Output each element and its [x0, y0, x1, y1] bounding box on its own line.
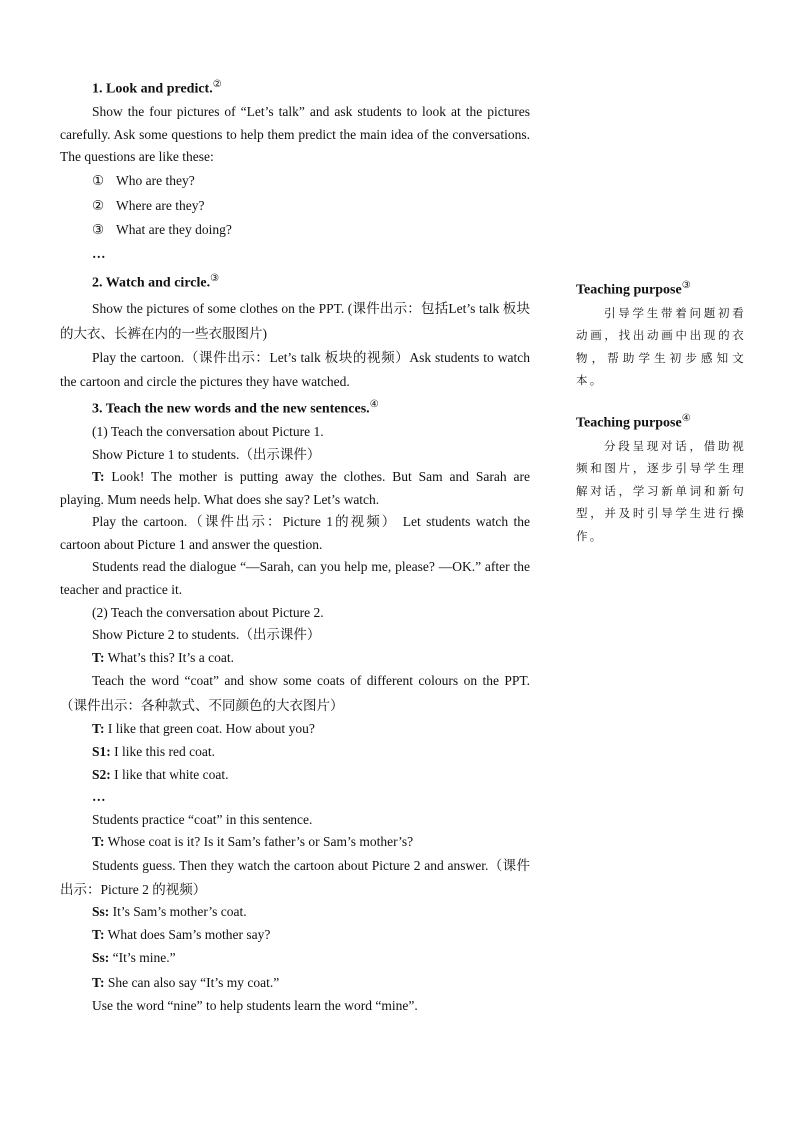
- main-column: [60, 74, 530, 1018]
- paragraph: Show Picture 2 to students.（出示课件）: [92, 627, 321, 643]
- section-heading-new-words: 3. Teach the new words and the new sentences.④: [92, 398, 379, 417]
- teaching-purpose-note-4: [576, 409, 746, 547]
- note-marker: ②: [212, 79, 222, 90]
- dialogue-line: S1: I like this red coat.: [92, 744, 215, 760]
- teaching-purpose-title: Teaching purpose③: [576, 280, 691, 298]
- paragraph: Students read the dialogue “—Sarah, can you help me, please? —OK.” after the teacher and practice it.: [60, 559, 530, 598]
- dialogue-line: T: I like that green coat. How about you?: [92, 721, 315, 737]
- dialogue-line: T: Whose coat is it? Is it Sam’s father’s or Sam’s mother’s?: [92, 834, 414, 850]
- teaching-purpose-title: Teaching purpose④: [576, 413, 691, 431]
- dialogue-line: Ss: It’s Sam’s mother’s coat.: [92, 904, 247, 919]
- list-item: ② Where are they?: [92, 197, 205, 213]
- paragraph: Show the pictures of some clothes on the PPT. (课件出示：包括Let’s talk 板块的大衣、长裤在内的一些衣服图片): [60, 300, 530, 341]
- paragraph: Play the cartoon.（课件出示：Picture 1的视频） Let students watch the cartoon about Picture 1 and answer the question.: [60, 514, 530, 552]
- question-list: [60, 169, 530, 243]
- note-marker: ③: [210, 273, 220, 285]
- dialogue-line: T: Look! The mother is putting away the clothes. But Sam and Sarah are playing. Mum needs help. What does she say? Let’s watch.: [60, 469, 530, 507]
- list-item: ① Who are they?: [92, 173, 195, 189]
- dialogue-line: T: She can also say “It’s my coat.”: [92, 974, 280, 990]
- ellipsis: …: [92, 245, 106, 261]
- paragraph: Show Picture 1 to students.（出示课件）: [92, 446, 321, 462]
- dialogue-line: T: What’s this? It’s a coat.: [92, 649, 234, 665]
- list-item: ③ What are they doing?: [92, 222, 232, 238]
- paragraph: Play the cartoon.（课件出示：Let’s talk 板块的视频）Ask students to watch the cartoon and circle the pictures they have watched.: [60, 349, 530, 389]
- dialogue-line: T: What does Sam’s mother say?: [92, 926, 271, 942]
- paragraph: Teach the word “coat” and show some coats of different colours on the PPT.（课件出示：各种款式、不同颜色的大衣图片）: [60, 673, 530, 713]
- paragraph: Students practice “coat” in this sentence.: [92, 811, 313, 827]
- teaching-purpose-note-3: [576, 276, 746, 392]
- section-heading-look-predict: 1. Look and predict.②: [92, 79, 222, 97]
- dialogue-line: Ss: “It’s mine.”: [92, 950, 176, 966]
- note-marker: ④: [369, 398, 379, 410]
- paragraph: Show the four pictures of “Let’s talk” and ask students to look at the pictures carefully. Ask some questions to help them predict the main idea of the conversations. The questions are like these:: [60, 104, 530, 165]
- section-heading-watch-circle: 2. Watch and circle.③: [92, 273, 220, 292]
- paragraph: Students guess. Then they watch the cartoon about Picture 2 and answer.（课件出示：Picture 2 的视频）: [60, 858, 530, 897]
- teaching-purpose-text: 分段呈现对话，借助视频和图片，逐步引导学生理解对话，学习新单词和新句型，并及时引导学生进行操作。: [576, 438, 746, 543]
- sub-heading: (2) Teach the conversation about Picture 2.: [92, 604, 324, 620]
- dialogue-line: S2: I like that white coat.: [92, 766, 229, 782]
- ellipsis: …: [92, 789, 106, 805]
- teaching-purpose-text: 引导学生带着问题初看动画，找出动画中出现的衣物，帮助学生初步感知文本。: [576, 305, 746, 388]
- paragraph: Use the word “nine” to help students learn the word “mine”.: [92, 998, 418, 1014]
- sub-heading: (1) Teach the conversation about Picture 1.: [92, 423, 324, 439]
